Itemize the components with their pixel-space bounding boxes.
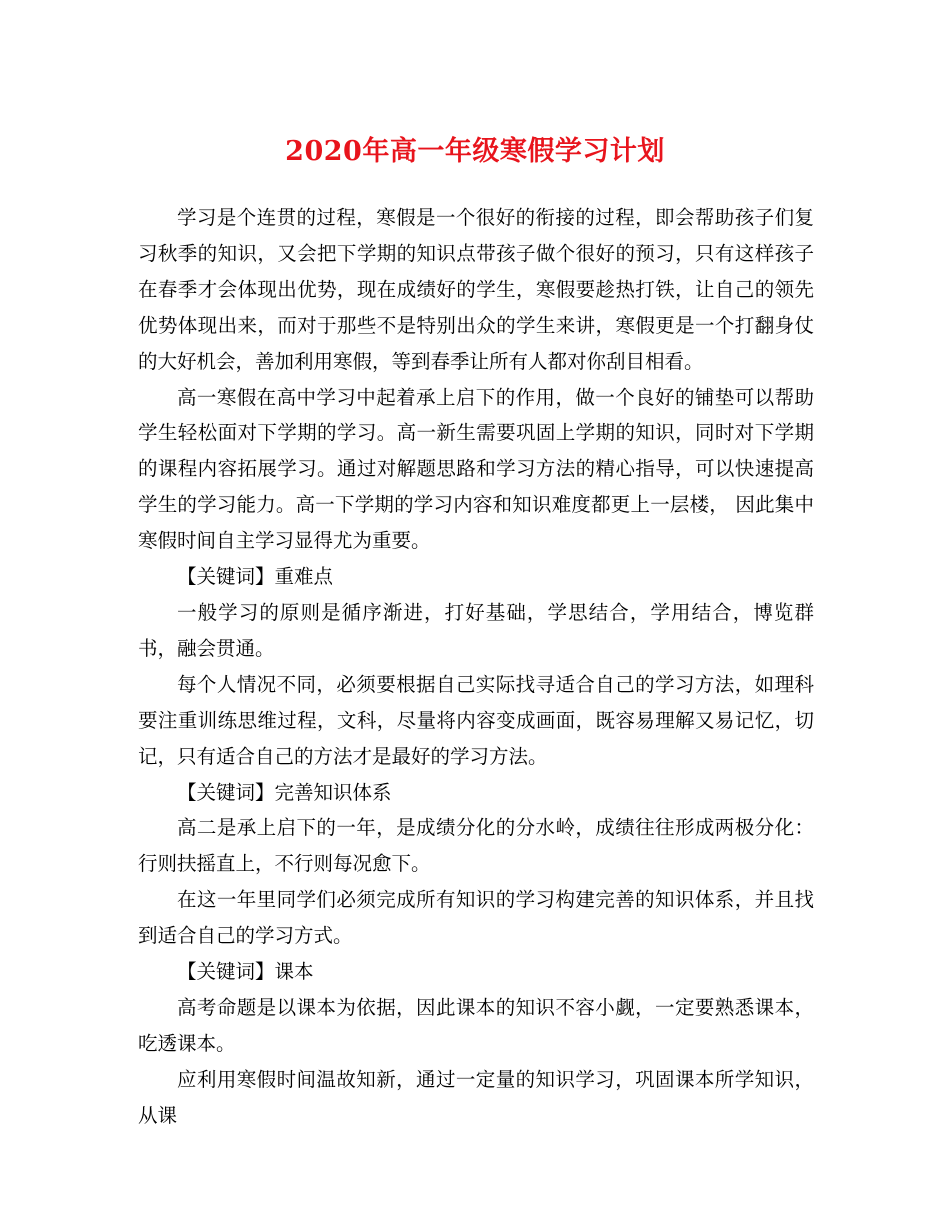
paragraph-review-plan: 应利用寒假时间温故知新，通过一定量的知识学习，巩固课本所学知识，从课 [138,1067,814,1127]
paragraph-knowledge-building: 在这一年里同学们必须完成所有知识的学习构建完善的知识体系，并且找到适合自己的学习方式。 [138,888,814,948]
paragraph-transition: 高一寒假在高中学习中起着承上启下的作用，做一个良好的铺垫可以帮助学生轻松面对下学期的学习。高一新生需要巩固上学期的知识，同时对下学期的课程内容拓展学习。通过对解题思路和学习方法的精心指导，可以快速提高学生的学习能力。高一下学期的学习内容和知识难度都更上一层楼， 因此集中寒假时间自主学习显得尤为重要。 [138,385,814,553]
keyword-heading-knowledge-system: 【关键词】完善知识体系 [177,780,392,804]
paragraph-intro: 学习是个连贯的过程，寒假是一个很好的衔接的过程，即会帮助孩子们复习秋季的知识，又会把下学期的知识点带孩子做个很好的预习，只有这样孩子在春季才会体现出优势，现在成绩好的学生，寒假要趁热打铁，让自己的领先优势体现出来，而对于那些不是特别出众的学生来讲，寒假更是一个打翻身仗的大好机会，善加利用寒假，等到春季让所有人都对你刮目相看。 [138,206,814,373]
paragraph-sophomore-year: 高二是承上启下的一年，是成绩分化的分水岭，成绩往往形成两极分化：行则扶摇直上，不行则每况愈下。 [138,816,814,876]
document-title: 2020年高一年级寒假学习计划 [285,136,665,167]
paragraph-learning-methods: 每个人情况不同，必须要根据自己实际找寻适合自己的学习方法，如理科要注重训练思维过程，文科，尽量将内容变成画面，既容易理解又易记忆，切记，只有适合自己的方法才是最好的学习方法。 [138,672,814,768]
paragraph-learning-principles: 一般学习的原则是循序渐进，打好基础，学思结合，学用结合，博览群书，融会贯通。 [138,600,814,660]
paragraph-textbook-basis: 高考命题是以课本为依据，因此课本的知识不容小觑，一定要熟悉课本，吃透课本。 [138,995,814,1055]
keyword-heading-key-points: 【关键词】重难点 [177,565,334,589]
document-body [138,200,814,1134]
keyword-heading-textbook: 【关键词】课本 [177,960,314,984]
